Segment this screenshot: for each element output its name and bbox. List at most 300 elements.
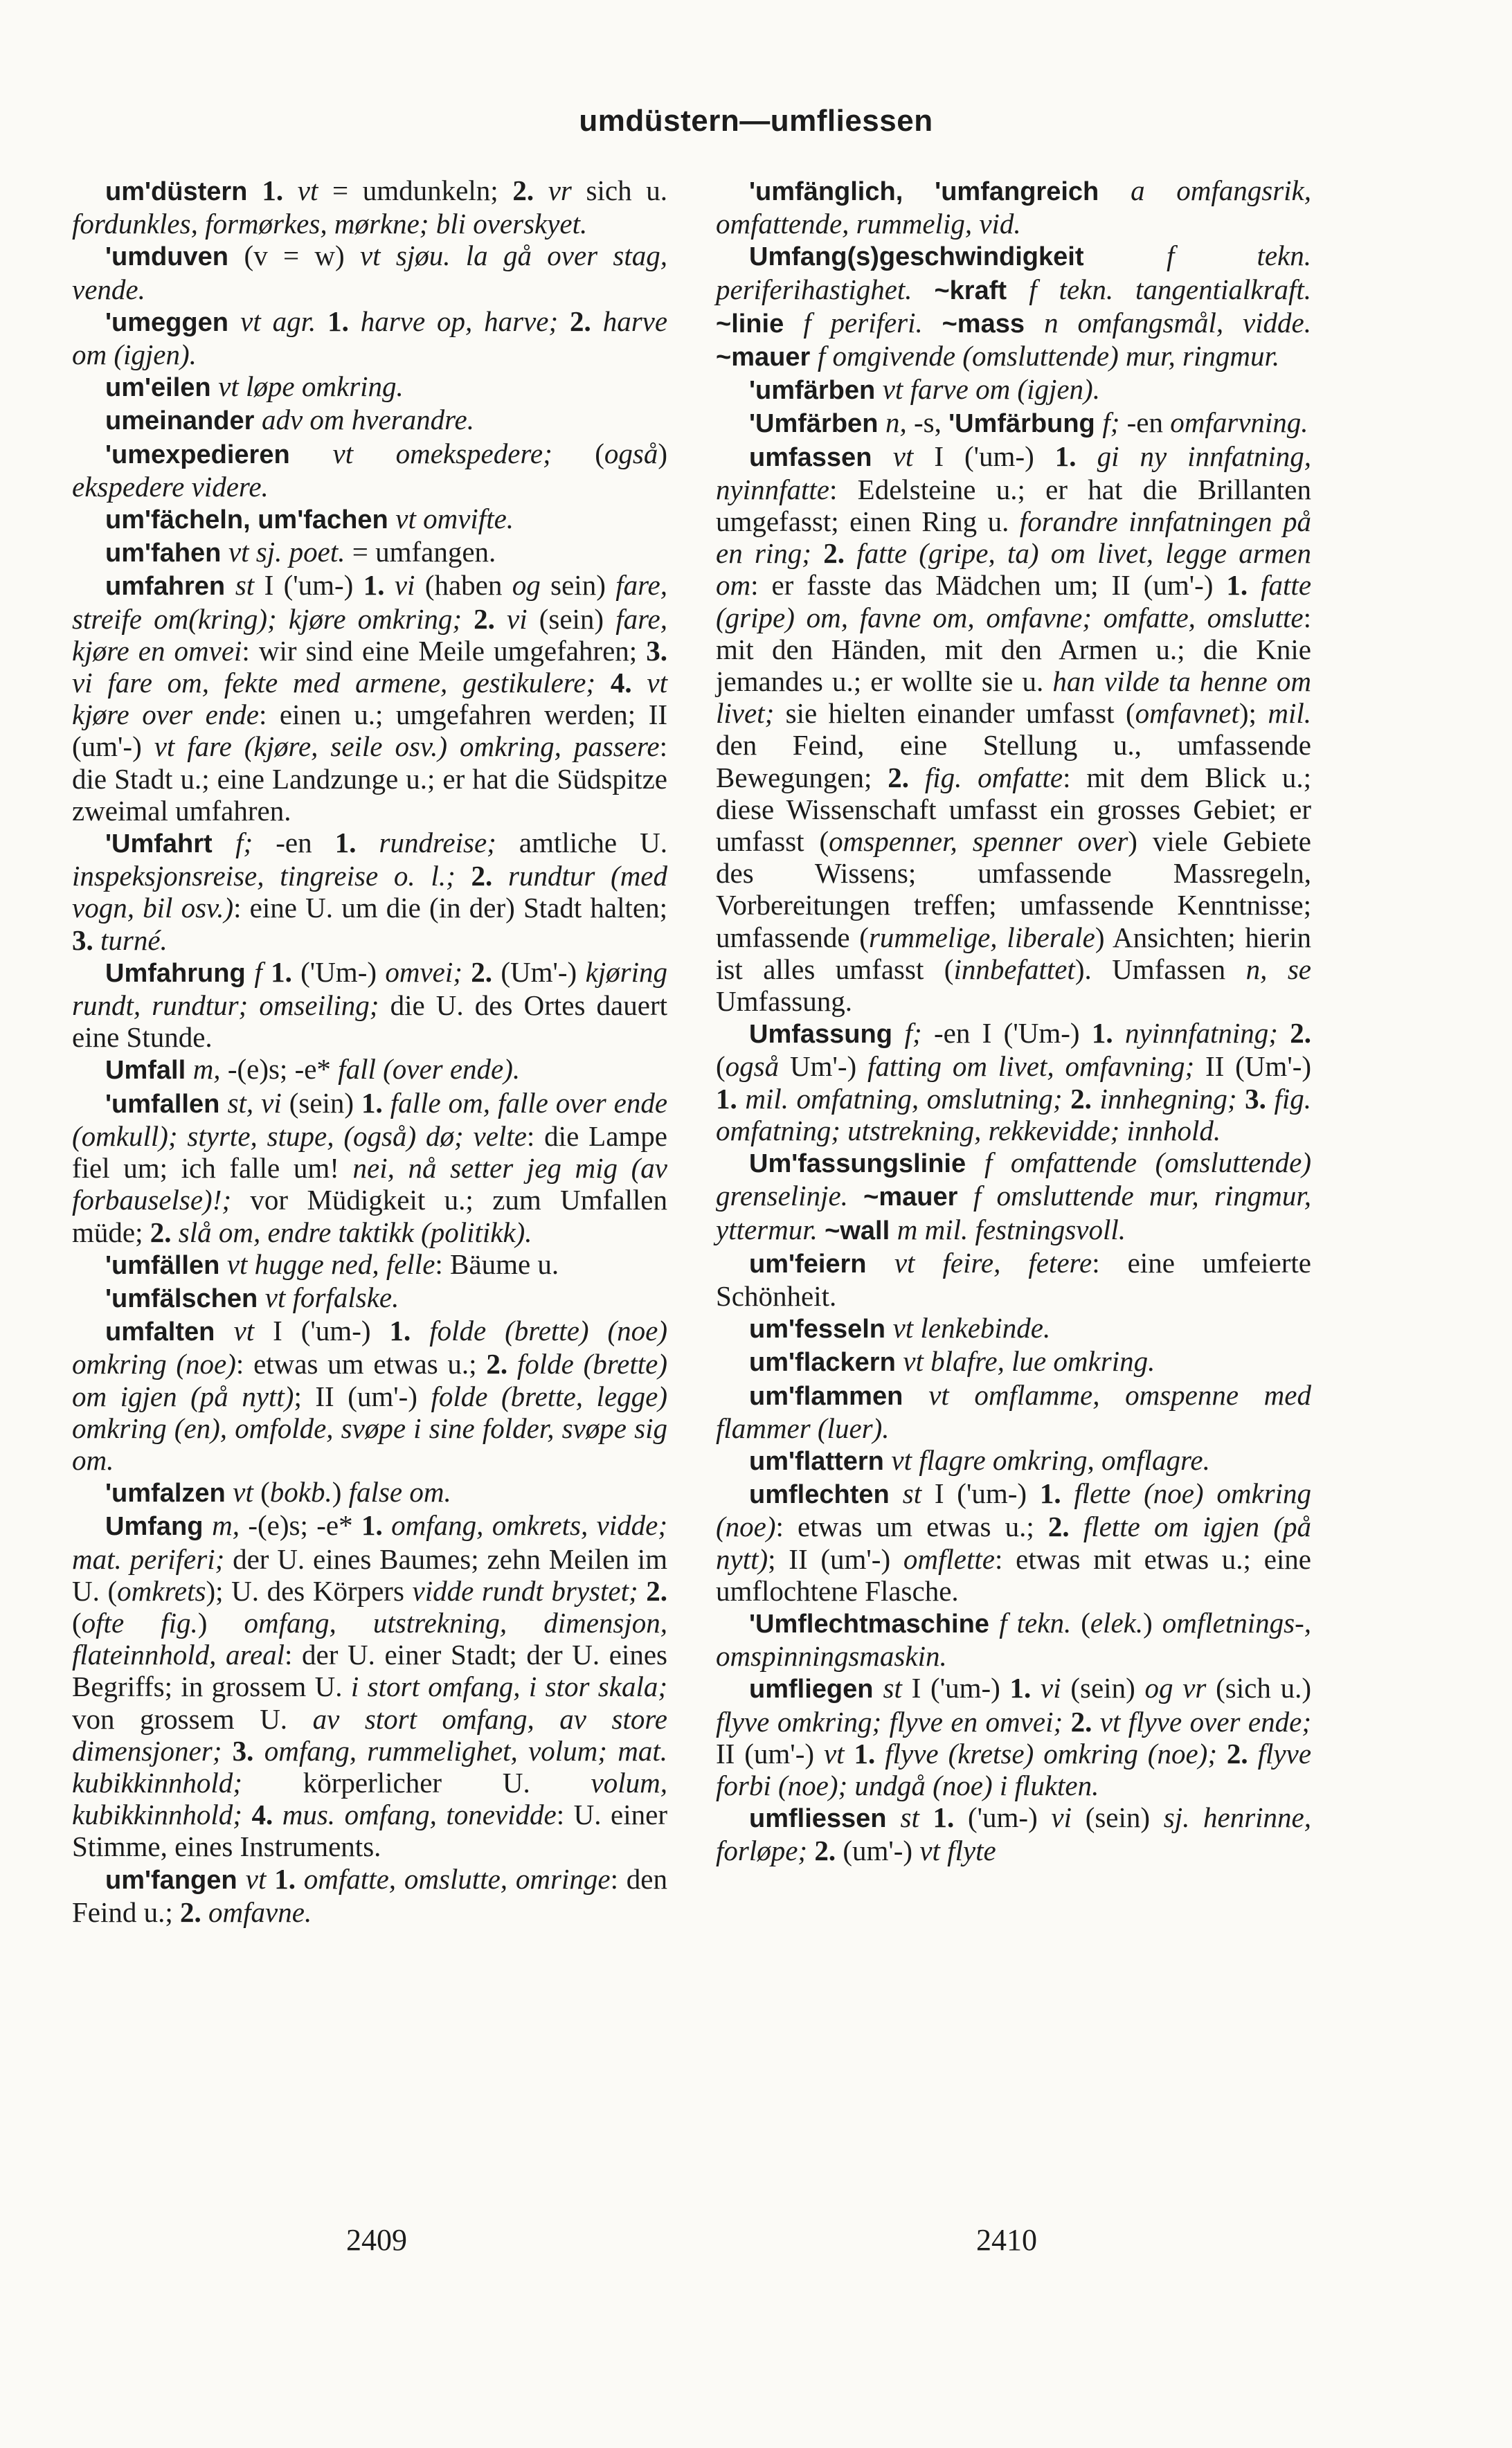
entry-text: sich u. <box>586 174 667 206</box>
entry-text: omvei; <box>385 955 471 988</box>
entry-text: : mit dem Blick u.; diese Wissenschaft umfasst ein grosses Gebiet; er umfasst ( <box>716 761 1311 858</box>
headword: ~linie <box>716 309 804 339</box>
entry-text: 2. <box>1070 1082 1100 1115</box>
entry-text: fordunkles, formørkes, mørkne; bli overskyet. <box>72 208 588 240</box>
entry-text: omfatte, omslutte, omringe <box>303 1862 611 1895</box>
entry-text: -en <box>276 827 335 859</box>
entry-text: 2. <box>814 1835 843 1867</box>
entry-text: vt flyve over ende; <box>1099 1705 1311 1738</box>
entry-text: ('um-) <box>967 1801 1052 1834</box>
entry-text: vi <box>507 602 539 635</box>
entry-text: 3. <box>232 1734 264 1767</box>
headword: um'flackern <box>749 1348 903 1378</box>
dictionary-entry <box>716 1146 1311 1247</box>
dictionary-entry <box>72 827 667 956</box>
entry-text: falle om, falle over ende (omkull); styrte, stupe, (også) dø; velte <box>72 1086 668 1152</box>
entry-text: vi <box>1041 1672 1071 1704</box>
dictionary-entry <box>72 305 667 370</box>
entry-text: vt omflamme, omspenne med flammer (luer). <box>716 1378 1311 1444</box>
entry-text: 1. <box>361 1086 390 1119</box>
entry-text: n omfangsmål, vidde. <box>1044 306 1311 339</box>
entry-text: : etwas um etwas u.; <box>235 1348 487 1380</box>
entry-text: innbefattet <box>953 953 1075 985</box>
dictionary-entry <box>72 536 667 569</box>
entry-text: : er fasste das Mädchen um; II (um'-) <box>750 569 1227 602</box>
entry-text: 2. <box>474 602 507 635</box>
entry-text: 3. <box>72 924 100 956</box>
dictionary-entry <box>716 174 1311 240</box>
entry-text: st <box>883 1672 912 1704</box>
entry-text: ; II (um'-) <box>294 1380 431 1412</box>
entry-text: ( <box>72 1606 82 1639</box>
entry-text: nei, nå setter jeg mig (av forbauselse)!; <box>72 1152 667 1216</box>
entry-text: 1. <box>933 1801 968 1834</box>
entry-text: f tekn. periferihastighet. <box>716 240 1311 305</box>
headword: ~mauer <box>863 1182 973 1212</box>
entry-text: 1. <box>1009 1672 1041 1704</box>
entry-text: adv om hverandre. <box>261 404 474 436</box>
entry-text: vt <box>233 1315 273 1347</box>
dictionary-entry <box>716 240 1311 373</box>
entry-text: -en I ('Um-) <box>933 1017 1092 1050</box>
entry-text: : eine umfeierte Schönheit. <box>716 1246 1311 1312</box>
entry-text: flyve forbi (noe); undgå (noe) i flukten. <box>716 1737 1312 1801</box>
entry-text: a omfangsrik, omfattende, rummelig, vid. <box>716 174 1311 240</box>
entry-text: ) Ansichten; hierin ist alles umfasst ( <box>716 921 1311 985</box>
entry-text: mil. <box>1268 697 1311 730</box>
dictionary-entry <box>72 1281 667 1315</box>
entry-text: ; II (um'-) <box>768 1542 903 1575</box>
entry-text: inspeksjonsreise, tingreise o. l.; <box>72 860 471 892</box>
entry-text: ('Um-) <box>300 955 386 988</box>
entry-text: -(e)s; -e* <box>227 1053 339 1086</box>
entry-text: f periferi. <box>803 306 942 339</box>
entry-text: die U. des Ortes dauert eine Stunde. <box>72 989 667 1054</box>
entry-text: fatte (gripe, ta) om livet, legge armen om <box>716 537 1311 602</box>
entry-text: innhegning; <box>1099 1082 1245 1115</box>
headword: umfalten <box>105 1317 234 1347</box>
entry-text: forandre innfatningen på en ring; <box>716 505 1311 570</box>
entry-text: -s, <box>913 406 949 439</box>
entry-text: ( <box>716 1050 726 1083</box>
entry-text: den Feind, eine Stellung u., umfassende Bewegungen; <box>716 729 1311 793</box>
headword: 'umfärben <box>749 376 883 406</box>
headword: 'Umfärben <box>749 409 885 439</box>
headword: ~kraft <box>934 276 1029 305</box>
headword: Umfang <box>105 1512 213 1542</box>
entry-text: vt <box>823 1737 854 1770</box>
entry-text: 1. <box>1091 1017 1125 1050</box>
headword: um'düstern <box>105 177 262 206</box>
entry-text: ) <box>658 437 668 469</box>
entry-text: vt feire, fetere <box>894 1246 1092 1279</box>
entry-text: 4. <box>610 667 647 699</box>
entry-text: 4. <box>251 1799 282 1831</box>
entry-text: 2. <box>486 1348 517 1380</box>
entry-text: fig. omfatning; utstrekning, rekkevidde; innhold. <box>716 1082 1312 1146</box>
entry-text: flyve omkring; flyve en omvei; <box>716 1705 1071 1738</box>
dictionary-entry <box>72 1863 667 1928</box>
entry-text: : mit den Händen, mit den Armen u.; die Knie jemandes u.; er wollte sie u. <box>716 601 1311 698</box>
entry-text: Umfassung. <box>716 985 853 1018</box>
entry-text: 1. <box>262 174 298 206</box>
entry-text: ( <box>1081 1606 1090 1639</box>
entry-text: f omgivende (omsluttende) mur, ringmur. <box>817 340 1280 372</box>
entry-text: (sein) <box>539 602 616 635</box>
headword: um'fangen <box>105 1865 246 1895</box>
entry-text: vt farve om (igjen). <box>882 373 1100 406</box>
entry-text: flyve (kretse) omkring (noe); <box>885 1737 1227 1770</box>
dictionary-entry <box>72 956 667 1054</box>
entry-text: der U. eines Baumes; zehn Meilen im U. ( <box>72 1542 667 1607</box>
entry-text: n, <box>885 406 914 439</box>
dictionary-entry <box>716 1345 1311 1378</box>
entry-text: 2. <box>471 860 508 892</box>
entry-text: vt agr. <box>240 305 328 337</box>
headword: 'Umfärbung <box>948 409 1103 439</box>
entry-text: ofte fig. <box>81 1606 198 1639</box>
entry-text: gi ny innfatning, nyinnfatte <box>716 440 1312 505</box>
entry-text: vt lenkebinde. <box>892 1312 1051 1344</box>
dictionary-entry <box>72 370 667 404</box>
entry-text: vt løpe omkring. <box>218 370 404 403</box>
entry-text: omflette <box>903 1542 995 1575</box>
entry-text: ); <box>1239 697 1268 730</box>
entry-text: omfang, rummelighet, volum; mat. kubikkinnhold; <box>72 1734 668 1799</box>
entry-text: vt flagre omkring, omflagre. <box>891 1443 1210 1476</box>
entry-text: : Bäume u. <box>435 1248 559 1280</box>
headword: Umfahrung <box>105 958 255 988</box>
headword: 'umeggen <box>105 307 241 337</box>
entry-text: vt forfalske. <box>264 1281 399 1313</box>
entry-text: vr <box>548 174 586 206</box>
entry-text: fatting om livet, omfavning; <box>867 1050 1206 1083</box>
entry-text: også <box>725 1050 790 1083</box>
entry-text: I ('um-) <box>934 1477 1040 1510</box>
entry-text: : den Feind u.; <box>72 1862 667 1928</box>
headword: 'umfälschen <box>105 1284 265 1313</box>
entry-text: f tekn. <box>999 1606 1081 1639</box>
entry-text: 2. <box>570 305 603 337</box>
entry-text: av stort omfang, av store dimensjoner; <box>72 1702 668 1767</box>
entry-text: vt <box>245 1862 275 1895</box>
entry-text: 1. <box>1039 1477 1074 1510</box>
entry-text: : wir sind eine Meile umgefahren; <box>242 634 647 667</box>
entry-text: vi fare om, fekte med armene, gestikulere; <box>72 667 611 699</box>
entry-text: 2. <box>150 1216 179 1248</box>
entry-text: körperlicher U. <box>303 1766 591 1799</box>
entry-text: han vilde ta henne om livet; <box>716 665 1311 730</box>
entry-text: st <box>235 569 264 602</box>
entry-text: ( <box>260 1476 270 1509</box>
entry-text: f omfattende (omsluttende) grenselinje. <box>716 1146 1312 1212</box>
entry-text: bokb. <box>269 1476 332 1509</box>
entry-text: nyinnfatning; <box>1125 1017 1290 1050</box>
dictionary-entry <box>716 1444 1311 1477</box>
entry-text: 1. <box>334 827 379 859</box>
entry-text: ) <box>1143 1606 1162 1639</box>
entry-text: ( <box>595 437 604 469</box>
entry-text: flette (noe) omkring (noe) <box>716 1477 1311 1543</box>
entry-text: vt omvifte. <box>395 503 514 535</box>
entry-text: kjøring rundt, rundtur; omseiling; <box>72 955 667 1022</box>
dictionary-entry <box>72 1476 667 1509</box>
entry-text: folde (brette) (noe) omkring (noe) <box>72 1315 668 1380</box>
entry-text: 2. <box>823 537 857 570</box>
entry-text: omfarvning. <box>1170 406 1308 439</box>
headword: um'flattern <box>749 1446 892 1476</box>
entry-text: vidde rundt brystet; <box>412 1574 647 1607</box>
entry-text: m, <box>192 1053 228 1086</box>
entry-text: 1. <box>854 1737 885 1770</box>
entry-text: vt fare (kjøre, seile osv.) omkring, passere <box>154 730 660 763</box>
entry-text: II (um'-) <box>716 1737 824 1770</box>
entry-text: II (Um'-) <box>1205 1050 1312 1083</box>
entry-text: 2. <box>646 1574 667 1607</box>
entry-text: fig. omfatte <box>924 761 1063 793</box>
entry-text: 1. <box>716 1082 746 1115</box>
entry-text: 3. <box>646 634 667 667</box>
entry-text: -(e)s; -e* <box>248 1509 361 1542</box>
entry-text: mil. omfatning, omslutning; <box>745 1082 1071 1115</box>
entry-text: (v = w) <box>244 240 360 272</box>
headword: Umfall <box>105 1056 193 1086</box>
dictionary-entry <box>716 1607 1311 1672</box>
headword: umfliegen <box>749 1675 883 1704</box>
entry-text: vt <box>297 174 333 206</box>
entry-text: sein) <box>550 569 616 602</box>
dictionary-entry <box>72 569 667 827</box>
page-number-right: 2410 <box>976 2223 1037 2257</box>
entry-text: : U. einer Stimme, eines Instruments. <box>72 1799 667 1863</box>
entry-text: og <box>512 569 551 602</box>
entry-text: (sein) <box>1085 1801 1164 1834</box>
headword: um'feiern <box>749 1249 894 1279</box>
entry-text: vt <box>892 440 935 472</box>
left-column <box>72 174 667 1928</box>
entry-text: 1. <box>1226 569 1261 602</box>
entry-text: fare, kjøre en omvei <box>72 602 667 667</box>
headword: umfahren <box>105 572 235 602</box>
entry-text: (sich u.) <box>1216 1672 1311 1704</box>
entry-text: = umfangen. <box>352 536 496 568</box>
entry-text: st <box>900 1801 933 1834</box>
entry-text: sj. henrinne, forløpe; <box>716 1801 1312 1867</box>
entry-text: 1. <box>361 1509 392 1542</box>
entry-text: harve om (igjen). <box>72 305 668 371</box>
dictionary-entry <box>72 1248 667 1281</box>
entry-text: rundreise; <box>379 827 519 859</box>
entry-text: vt <box>233 1476 261 1509</box>
entry-text: ekspedere videre. <box>72 470 269 503</box>
entry-text: vi <box>394 569 425 602</box>
entry-text: 2. <box>1047 1511 1083 1543</box>
headword: ~mass <box>942 309 1045 339</box>
entry-text: (um'-) <box>843 1835 920 1867</box>
dictionary-entry <box>716 1801 1311 1866</box>
entry-text: sie hielten einander umfasst ( <box>785 697 1135 730</box>
entry-text: vt sjøu. la gå over stag, vende. <box>72 240 667 305</box>
entry-text: omfletnings-, omspinningsmaskin. <box>716 1606 1311 1673</box>
entry-text: amtliche U. <box>519 827 668 859</box>
entry-text: 3. <box>1245 1082 1275 1115</box>
entry-text: f omsluttende mur, ringmur, yttermur. <box>716 1180 1311 1245</box>
headword: 'umduven <box>105 242 244 272</box>
page-header: umdüstern—umfliessen <box>579 104 933 138</box>
dictionary-entry <box>716 1017 1311 1146</box>
headword: 'umfalzen <box>105 1479 233 1509</box>
entry-text: harve op, harve; <box>360 305 570 337</box>
entry-text: = umdunkeln; <box>332 174 513 206</box>
entry-text: ) <box>332 1476 349 1509</box>
entry-text: : eine U. um die (in der) Stadt halten; <box>233 892 667 924</box>
dictionary-entry <box>716 373 1311 406</box>
entry-text: von grossem U. <box>72 1702 313 1735</box>
entry-text: rummelige, liberale <box>868 921 1095 953</box>
dictionary-entry <box>72 503 667 536</box>
entry-text: 2. <box>512 174 548 206</box>
entry-text: (sein) <box>1070 1672 1145 1704</box>
entry-text: turné. <box>100 924 168 956</box>
headword: 'umfänglich, 'umfangreich <box>749 177 1131 206</box>
entry-text: fare, streife om(kring); kjøre omkring; <box>72 569 668 635</box>
entry-text: vt kjøre over ende <box>72 667 668 731</box>
entry-text: f; <box>904 1017 934 1050</box>
entry-text: 1. <box>1054 440 1097 472</box>
entry-text: vi <box>1051 1801 1086 1834</box>
entry-text: og vr <box>1144 1672 1216 1704</box>
headword: umfliessen <box>749 1804 901 1834</box>
entry-text: Um'-) <box>789 1050 867 1083</box>
entry-text: : Edelsteine u.; er hat die Brillanten umgefasst; einen Ring u. <box>716 473 1311 538</box>
entry-text: : etwas mit etwas u.; eine umflochtene Flasche. <box>716 1542 1312 1607</box>
dictionary-entry <box>72 1315 667 1476</box>
entry-text: 1. <box>271 955 301 988</box>
dictionary-entry <box>716 406 1311 440</box>
entry-text: 1. <box>327 305 361 337</box>
entry-text: vt omekspedere; <box>332 437 595 469</box>
entry-text: : der U. einer Stadt; der U. eines Begriffs; in grossem U. <box>72 1639 667 1703</box>
dictionary-entry <box>72 1053 667 1086</box>
entry-text: 2. <box>1226 1737 1258 1770</box>
entry-text: flette om igjen (på nytt) <box>716 1511 1311 1575</box>
entry-text: vt sj. poet. <box>228 536 352 568</box>
entry-text: ); U. des Körpers <box>206 1574 413 1607</box>
entry-text: 2. <box>1070 1705 1100 1738</box>
entry-text: ) <box>197 1606 244 1639</box>
headword: um'flammen <box>749 1381 929 1411</box>
entry-text: f <box>254 955 271 988</box>
dictionary-entry <box>72 404 667 437</box>
entry-text: false om. <box>348 1476 451 1509</box>
entry-text: vt blafre, lue omkring. <box>903 1345 1155 1378</box>
entry-text: 2. <box>888 761 925 793</box>
headword: Umfang(s)geschwindigkeit <box>749 242 1167 272</box>
entry-text: -en <box>1126 406 1171 439</box>
headword: umeinander <box>105 406 262 436</box>
entry-text: 2. <box>180 1896 209 1928</box>
dictionary-entry <box>72 438 667 503</box>
headword: 'umfällen <box>105 1250 227 1280</box>
entry-text: volum, kubikkinnhold; <box>72 1766 667 1831</box>
entry-text: rundtur (med vogn, bil osv.) <box>72 860 667 924</box>
entry-text: 2. <box>471 955 501 988</box>
entry-text: : etwas um etwas u.; <box>775 1511 1048 1543</box>
entry-text: i stort omfang, i stor skala; <box>350 1671 667 1703</box>
dictionary-entry <box>716 1672 1311 1801</box>
entry-text: st, vi <box>227 1086 289 1119</box>
entry-text: 1. <box>274 1862 304 1895</box>
headword: ~wall <box>825 1216 897 1245</box>
headword: 'umexpedieren <box>105 440 333 469</box>
entry-text: omfavnet <box>1135 697 1239 730</box>
dictionary-entry <box>72 174 667 240</box>
headword: Um'fassungslinie <box>749 1149 984 1179</box>
entry-text: : die Stadt u.; eine Landzunge u.; er hat die Südspitze zweimal umfahren. <box>72 730 667 827</box>
dictionary-entry <box>72 1509 667 1862</box>
entry-text: omspenner, spenner over <box>829 825 1128 858</box>
entry-text: omfang, omkrets, vidde; mat. periferi; <box>72 1509 668 1575</box>
entry-text: ). Umfassen <box>1074 953 1246 985</box>
entry-text: også <box>604 437 658 469</box>
dictionary-entry <box>72 240 667 305</box>
entry-text: I ('um-) <box>264 569 363 602</box>
entry-text: (Um'-) <box>501 955 586 988</box>
entry-text: omfavne. <box>208 1896 312 1928</box>
dictionary-entry <box>72 1087 667 1248</box>
entry-text: f tekn. tangentialkraft. <box>1029 273 1311 305</box>
headword: Umfassung <box>749 1020 905 1050</box>
entry-text: fatte (gripe) om, favne om, omfavne; omfatte, omslutte <box>716 569 1312 633</box>
headword: um'fesseln <box>749 1315 893 1344</box>
headword: umfassen <box>749 442 893 472</box>
entry-text: m, <box>212 1509 249 1542</box>
entry-text: vt flyte <box>919 1835 996 1867</box>
headword: 'Umfahrt <box>105 829 236 859</box>
entry-text: f; <box>1102 406 1127 439</box>
dictionary-entry <box>716 440 1311 1018</box>
entry-text: I ('um-) <box>934 440 1055 472</box>
entry-text: vt hugge ned, felle <box>226 1248 435 1280</box>
headword: umflechten <box>749 1480 903 1510</box>
entry-text: folde (brette) om igjen (på nytt) <box>72 1348 667 1412</box>
entry-text: f; <box>235 827 276 859</box>
entry-text: : die Lampe fiel um; ich falle um! <box>72 1119 667 1185</box>
entry-text: slå om, endre taktikk (politikk). <box>178 1216 532 1248</box>
entry-text: 1. <box>363 569 395 602</box>
entry-text: omkrets <box>117 1574 206 1607</box>
headword: um'fächeln, um'fachen <box>105 505 396 535</box>
entry-text: n, se <box>1245 953 1311 985</box>
dictionary-entry <box>716 1247 1311 1312</box>
entry-text: I ('um-) <box>273 1315 390 1347</box>
headword: 'umfallen <box>105 1089 228 1119</box>
entry-text: I ('um-) <box>911 1672 1010 1704</box>
entry-text: 1. <box>389 1315 430 1347</box>
entry-text: ) viele Gebiete des Wissens; umfassende Massregeln, Vorbereitungen treffen; umfassende Kenntnisse; umfassende ( <box>716 825 1311 953</box>
entry-text: vor Müdigkeit u.; zum Umfallen müde; <box>72 1184 667 1248</box>
headword: um'eilen <box>105 373 219 403</box>
entry-text: (haben <box>424 569 512 602</box>
entry-text: folde (brette, legge) omkring (en), omfolde, svøpe i sine folder, svøpe sig om. <box>72 1380 667 1476</box>
entry-text: : einen u.; umgefahren werden; II (um'-) <box>72 699 668 763</box>
headword: ~mauer <box>716 343 818 372</box>
entry-text: omfang, utstrekning, dimensjon, flateinnhold, areal <box>72 1606 668 1671</box>
headword: 'Umflechtmaschine <box>749 1609 1000 1639</box>
dictionary-entry <box>716 1477 1311 1607</box>
entry-text: fall (over ende). <box>338 1053 521 1086</box>
entry-text: 2. <box>1290 1017 1312 1050</box>
